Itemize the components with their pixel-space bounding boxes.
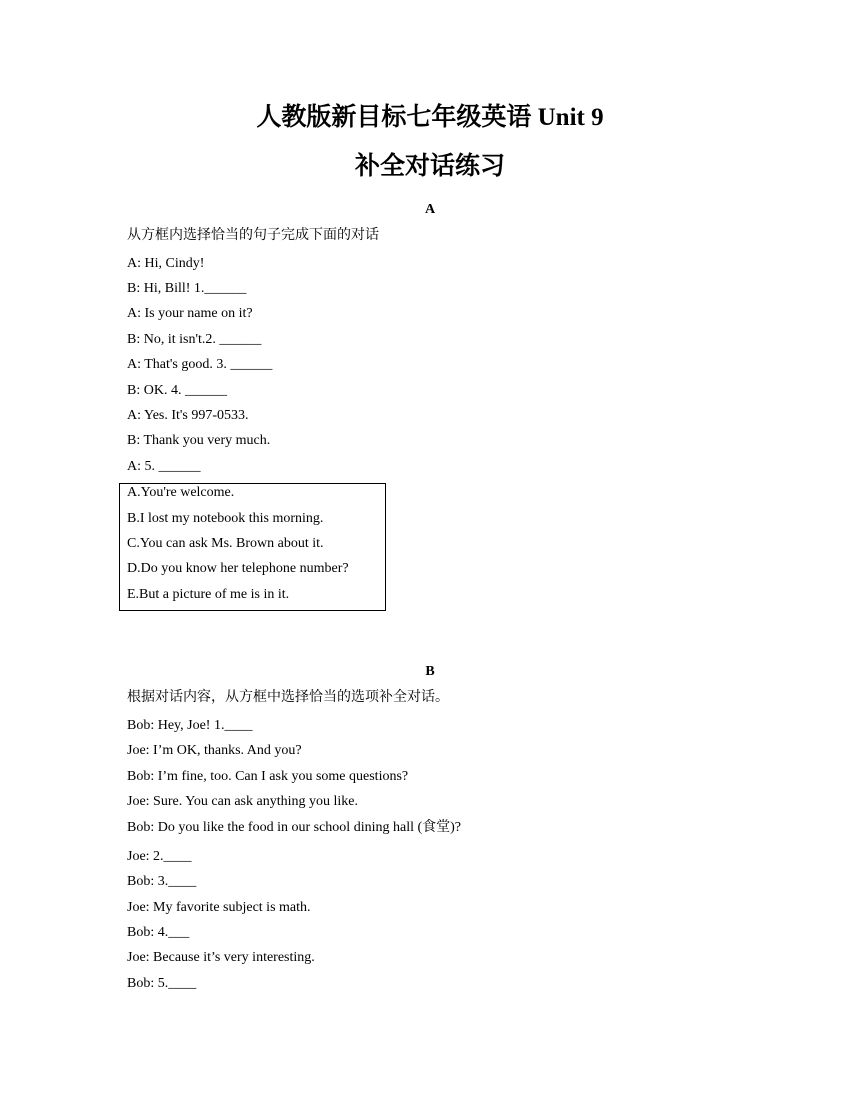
dialogue-line: Bob: I’m fine, too. Can I ask you some questions?	[127, 769, 409, 784]
page-subtitle: 补全对话练习	[354, 153, 505, 180]
dialogue-line: B: OK. 4. ______	[127, 383, 227, 398]
dialogue-line: Joe: I’m OK, thanks. And you?	[127, 743, 302, 758]
option-item: D.Do you know her telephone number?	[127, 561, 349, 576]
dialogue-line: A: 5. ______	[127, 459, 201, 474]
dialogue-line: Joe: Because it’s very interesting.	[127, 950, 315, 965]
options-box	[119, 483, 386, 611]
dialogue-line: A: That's good. 3. ______	[127, 357, 273, 372]
dialogue-line: Bob: 5.____	[127, 976, 197, 991]
dialogue-line: A: Yes. It's 997-0533.	[127, 408, 249, 423]
dialogue-line: A: Hi, Cindy!	[127, 256, 205, 271]
option-item: A.You're welcome.	[127, 485, 235, 500]
dialogue-line: Bob: Hey, Joe! 1.____	[127, 718, 253, 733]
section-b-instruction: 根据对话内容，从方框中选择恰当的选项补全对话。	[127, 690, 449, 705]
option-item: C.You can ask Ms. Brown about it.	[127, 536, 324, 551]
dialogue-line: B: No, it isn't.2. ______	[127, 332, 262, 347]
dialogue-line: Bob: 3.____	[127, 874, 197, 889]
dialogue-line: B: Hi, Bill! 1.______	[127, 281, 247, 296]
dialogue-line: Joe: Sure. You can ask anything you like.	[127, 794, 358, 809]
dialogue-line: Bob: Do you like the food in our school dining hall (食堂)?	[127, 820, 462, 835]
section-b-label: B	[425, 664, 435, 679]
dialogue-line: Joe: 2.____	[127, 849, 192, 864]
dialogue-line: Bob: 4.___	[127, 925, 190, 940]
dialogue-line: Joe: My favorite subject is math.	[127, 900, 311, 915]
page-title: 人教版新目标七年级英语 Unit 9	[256, 104, 604, 131]
section-a-label: A	[424, 202, 436, 217]
dialogue-line: B: Thank you very much.	[127, 433, 271, 448]
section-a-instruction: 从方框内选择恰当的句子完成下面的对话	[127, 228, 379, 243]
option-item: B.I lost my notebook this morning.	[127, 511, 324, 526]
dialogue-line: A: Is your name on it?	[127, 306, 253, 321]
option-item: E.But a picture of me is in it.	[127, 587, 290, 602]
